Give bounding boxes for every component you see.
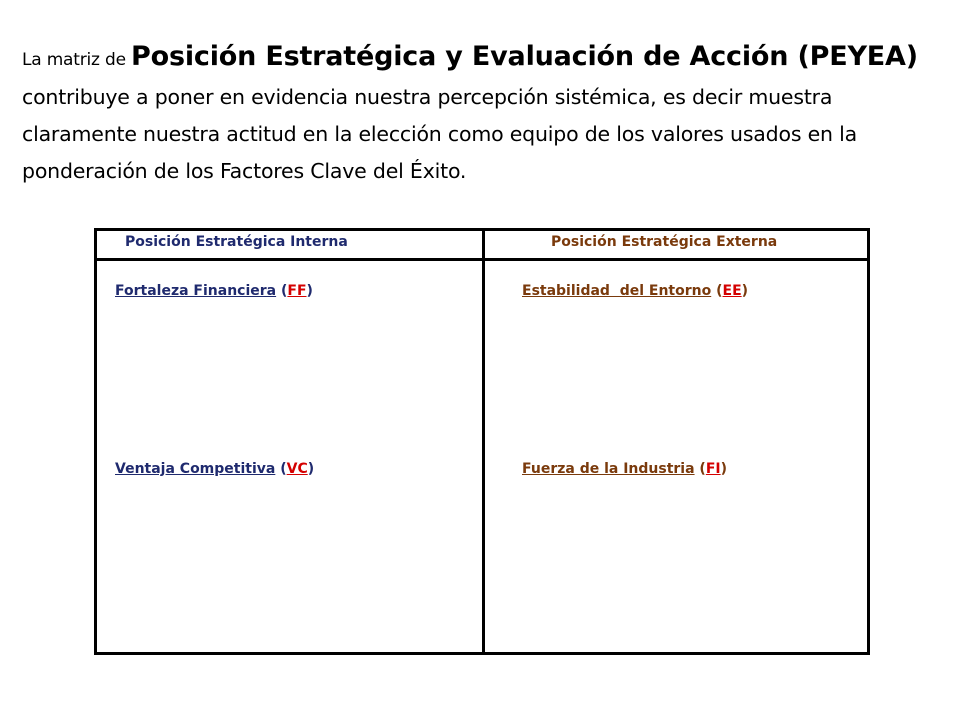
factor-abbr-ff: FF — [287, 283, 307, 299]
factor-paren-open: ( — [694, 461, 706, 477]
factor-paren-open: ( — [275, 461, 287, 477]
factor-fortaleza-financiera — [115, 283, 313, 299]
factor-paren-close: ) — [307, 461, 315, 477]
factor-paren-close: ) — [741, 283, 749, 299]
intro-body: contribuye a poner en evidencia nuestra percepción sistémica, es decir muestra claramente nuestra actitud en la elección como equipo de los valores usados en la ponderación de los Factores Clave del Éxito. — [22, 85, 858, 183]
intro-lead: La matriz de — [22, 50, 132, 70]
matrix-divider — [482, 231, 485, 652]
factor-abbr-vc: VC — [286, 461, 308, 477]
factor-ventaja-competitiva — [115, 461, 314, 477]
factor-paren-close: ) — [306, 283, 313, 299]
intro-matrix-name: Posición Estratégica y Evaluación de Acción (PEYEA) — [131, 41, 918, 72]
header-internal: Posición Estratégica Interna — [125, 234, 348, 250]
factor-link-fi[interactable]: Fuerza de la Industria — [522, 461, 695, 477]
factor-fuerza-industria — [522, 461, 727, 477]
header-external: Posición Estratégica Externa — [551, 234, 778, 250]
factor-link-ff[interactable]: Fortaleza Financiera — [115, 283, 277, 299]
factor-abbr-ee: EE — [722, 283, 742, 299]
intro-paragraph — [22, 38, 952, 190]
factor-paren-open: ( — [711, 283, 723, 299]
factor-link-vc[interactable]: Ventaja Competitiva — [115, 461, 276, 477]
factor-abbr-fi: FI — [705, 461, 721, 477]
peyea-matrix — [94, 228, 870, 655]
factor-paren-close: ) — [720, 461, 728, 477]
factor-estabilidad-entorno — [522, 283, 748, 299]
factor-paren-open: ( — [276, 283, 288, 299]
factor-link-ee[interactable]: Estabilidad del Entorno — [522, 283, 712, 299]
